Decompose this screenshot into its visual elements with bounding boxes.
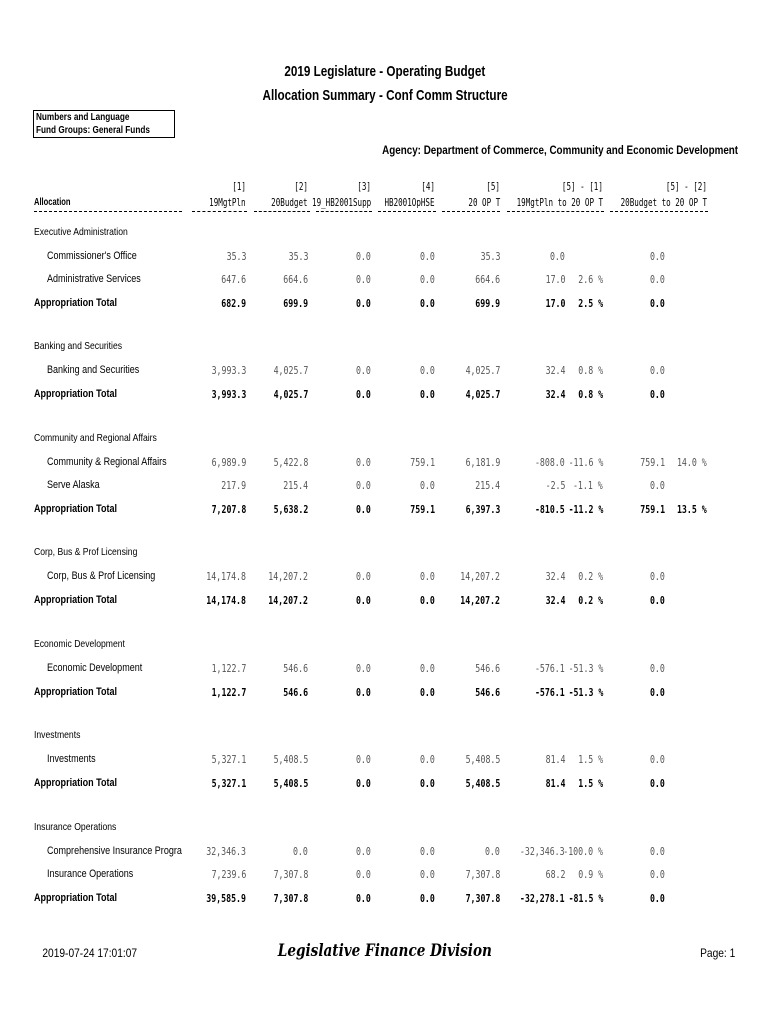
report-title: 2019 Legislature - Operating Budget <box>284 63 486 80</box>
col-pct-19mgtpln: 0.2 % <box>578 570 603 583</box>
col-20budget: 5,638.2 <box>273 503 308 516</box>
table-row <box>0 570 770 584</box>
col-20-op-t: 0.0 <box>485 845 500 858</box>
table-row <box>0 845 770 859</box>
col-pct-19mgtpln: -51.3 % <box>568 686 603 699</box>
section-heading: Corp, Bus & Prof Licensing <box>34 546 138 558</box>
col-hb2001ophse: 759.1 <box>410 503 435 516</box>
col-diff-19mgtpln: 17.0 <box>545 297 565 310</box>
total-label: Appropriation Total <box>34 777 118 789</box>
col-20budget: 664.6 <box>283 273 308 286</box>
allocation-label: Administrative Services <box>47 273 141 285</box>
col-hb2001ophse: 759.1 <box>410 456 435 469</box>
col-19-hb2001supp: 0.0 <box>356 479 371 492</box>
section-heading: Economic Development <box>34 638 125 650</box>
col-19mgtpln: 6,989.9 <box>211 456 246 469</box>
col-20budget: 5,408.5 <box>273 753 308 766</box>
fund-box-line1: Numbers and Language <box>36 112 130 123</box>
total-label: Appropriation Total <box>34 503 118 515</box>
col-pct-19mgtpln: 2.5 % <box>578 297 603 310</box>
col-20-op-t: 14,207.2 <box>460 570 500 583</box>
header-rule <box>192 211 247 212</box>
col-19mgtpln: 682.9 <box>221 297 246 310</box>
col-diff-20budget: 0.0 <box>650 868 665 881</box>
col-hb2001ophse: 0.0 <box>420 250 435 263</box>
col-19-hb2001supp: 0.0 <box>356 662 371 675</box>
section-heading: Community and Regional Affairs <box>34 432 157 444</box>
col-diff-19mgtpln: -810.5 <box>535 503 565 516</box>
col-hb2001ophse: 0.0 <box>420 892 435 905</box>
col-diff-20budget: 0.0 <box>650 892 665 905</box>
col-pct-20budget: 13.5 % <box>677 503 707 516</box>
header-c6-index: [5] - [1] <box>562 181 603 193</box>
col-pct-19mgtpln: -11.6 % <box>568 456 603 469</box>
col-diff-20budget: 0.0 <box>650 662 665 675</box>
col-19-hb2001supp: 0.0 <box>356 686 371 699</box>
col-pct-19mgtpln: 0.8 % <box>578 364 603 377</box>
col-diff-19mgtpln: 32.4 <box>545 570 565 583</box>
col-19-hb2001supp: 0.0 <box>356 753 371 766</box>
col-pct-19mgtpln: 0.2 % <box>578 594 603 607</box>
header-c3-index: [3] <box>357 181 371 193</box>
section-heading: Investments <box>34 729 81 741</box>
total-label: Appropriation Total <box>34 686 118 698</box>
col-19mgtpln: 14,174.8 <box>206 570 246 583</box>
fund-box-line2: Fund Groups: General Funds <box>36 125 150 136</box>
col-19-hb2001supp: 0.0 <box>356 364 371 377</box>
table-row <box>0 273 770 287</box>
col-hb2001ophse: 0.0 <box>420 594 435 607</box>
col-diff-19mgtpln: 68.2 <box>545 868 565 881</box>
col-hb2001ophse: 0.0 <box>420 570 435 583</box>
col-20budget: 215.4 <box>283 479 308 492</box>
col-19mgtpln: 14,174.8 <box>206 594 246 607</box>
allocation-label: Insurance Operations <box>47 868 134 880</box>
col-20-op-t: 7,307.8 <box>465 868 500 881</box>
col-20-op-t: 4,025.7 <box>465 388 500 401</box>
appropriation-total-row <box>0 503 770 517</box>
col-pct-19mgtpln: 0.9 % <box>578 868 603 881</box>
col-diff-19mgtpln: 81.4 <box>545 777 565 790</box>
header-rule <box>507 211 604 212</box>
col-pct-19mgtpln: -81.5 % <box>568 892 603 905</box>
col-20-op-t: 7,307.8 <box>465 892 500 905</box>
col-20budget: 7,307.8 <box>273 892 308 905</box>
col-20-op-t: 546.6 <box>475 662 500 675</box>
print-timestamp: 2019-07-24 17:01:07 <box>42 946 138 960</box>
col-19mgtpln: 3,993.3 <box>211 364 246 377</box>
col-19-hb2001supp: 0.0 <box>356 250 371 263</box>
appropriation-total-row <box>0 297 770 311</box>
allocation-label: Banking and Securities <box>47 364 140 376</box>
col-diff-19mgtpln: -32,278.1 <box>520 892 565 905</box>
col-20budget: 14,207.2 <box>268 594 308 607</box>
section-heading: Executive Administration <box>34 226 128 238</box>
col-diff-20budget: 0.0 <box>650 777 665 790</box>
total-label: Appropriation Total <box>34 388 118 400</box>
header-c4-index: [4] <box>421 181 435 193</box>
col-pct-19mgtpln: 1.5 % <box>578 753 603 766</box>
col-20budget: 4,025.7 <box>273 388 308 401</box>
col-19mgtpln: 5,327.1 <box>211 777 246 790</box>
header-c2-label: 20Budget <box>271 197 308 209</box>
col-diff-19mgtpln: 32.4 <box>545 364 565 377</box>
table-row <box>0 364 770 378</box>
col-hb2001ophse: 0.0 <box>420 777 435 790</box>
header-c1-label: 19MgtPln <box>209 197 246 209</box>
col-diff-19mgtpln: -32,346.3 <box>520 845 565 858</box>
col-19-hb2001supp: 0.0 <box>356 570 371 583</box>
appropriation-total-row <box>0 777 770 791</box>
fund-groups-box <box>33 110 175 138</box>
col-20-op-t: 699.9 <box>475 297 500 310</box>
col-diff-20budget: 0.0 <box>650 297 665 310</box>
agency-name: Agency: Department of Commerce, Community and Economic Development <box>382 143 738 157</box>
col-hb2001ophse: 0.0 <box>420 686 435 699</box>
col-19mgtpln: 1,122.7 <box>211 662 246 675</box>
col-19-hb2001supp: 0.0 <box>356 273 371 286</box>
col-hb2001ophse: 0.0 <box>420 868 435 881</box>
col-hb2001ophse: 0.0 <box>420 662 435 675</box>
allocation-label: Economic Development <box>47 662 143 674</box>
col-diff-20budget: 759.1 <box>640 456 665 469</box>
header-c7-index: [5] - [2] <box>666 181 707 193</box>
table-row <box>0 753 770 767</box>
col-19mgtpln: 5,327.1 <box>211 753 246 766</box>
col-19mgtpln: 32,346.3 <box>206 845 246 858</box>
col-diff-20budget: 759.1 <box>640 503 665 516</box>
col-diff-19mgtpln: -808.0 <box>535 456 565 469</box>
header-rule <box>442 211 500 212</box>
col-diff-19mgtpln: 81.4 <box>545 753 565 766</box>
total-label: Appropriation Total <box>34 297 118 309</box>
col-diff-20budget: 0.0 <box>650 686 665 699</box>
col-20budget: 4,025.7 <box>273 364 308 377</box>
allocation-label: Comprehensive Insurance Progra <box>47 845 182 857</box>
col-19mgtpln: 7,239.6 <box>211 868 246 881</box>
col-19-hb2001supp: 0.0 <box>356 892 371 905</box>
allocation-label: Commissioner's Office <box>47 250 137 262</box>
col-diff-20budget: 0.0 <box>650 845 665 858</box>
col-19mgtpln: 3,993.3 <box>211 388 246 401</box>
col-diff-20budget: 0.0 <box>650 273 665 286</box>
col-diff-19mgtpln: 32.4 <box>545 388 565 401</box>
col-19mgtpln: 7,207.8 <box>211 503 246 516</box>
table-row <box>0 479 770 493</box>
header-c3-label: 19_HB2001Supp <box>311 197 371 209</box>
col-19mgtpln: 217.9 <box>221 479 246 492</box>
section-heading: Insurance Operations <box>34 821 117 833</box>
col-20-op-t: 6,181.9 <box>465 456 500 469</box>
col-20-op-t: 4,025.7 <box>465 364 500 377</box>
header-c4-label: HB2001OpHSE <box>384 197 435 209</box>
col-diff-20budget: 0.0 <box>650 250 665 263</box>
col-pct-19mgtpln: 1.5 % <box>578 777 603 790</box>
header-rule <box>378 211 436 212</box>
col-20budget: 14,207.2 <box>268 570 308 583</box>
col-20-op-t: 14,207.2 <box>460 594 500 607</box>
col-diff-19mgtpln: 0.0 <box>550 250 565 263</box>
col-20-op-t: 35.3 <box>480 250 500 263</box>
col-20-op-t: 6,397.3 <box>465 503 500 516</box>
page-number: Page: 1 <box>699 946 735 960</box>
header-c5-label: 20 OP T <box>468 197 500 209</box>
col-20-op-t: 5,408.5 <box>465 753 500 766</box>
col-20budget: 0.0 <box>293 845 308 858</box>
header-rule <box>316 211 372 212</box>
allocation-label: Corp, Bus & Prof Licensing <box>47 570 156 582</box>
section-heading: Banking and Securities <box>34 340 123 352</box>
header-rule <box>610 211 708 212</box>
col-20budget: 5,422.8 <box>273 456 308 469</box>
col-20budget: 35.3 <box>288 250 308 263</box>
col-19mgtpln: 35.3 <box>226 250 246 263</box>
col-hb2001ophse: 0.0 <box>420 297 435 310</box>
total-label: Appropriation Total <box>34 892 118 904</box>
col-20-op-t: 546.6 <box>475 686 500 699</box>
col-19-hb2001supp: 0.0 <box>356 777 371 790</box>
header-c1-index: [1] <box>232 181 246 193</box>
col-pct-19mgtpln: -11.2 % <box>568 503 603 516</box>
allocation-label: Serve Alaska <box>47 479 100 491</box>
col-diff-20budget: 0.0 <box>650 753 665 766</box>
col-pct-19mgtpln: -100.0 % <box>563 845 603 858</box>
col-pct-19mgtpln: -1.1 % <box>573 479 603 492</box>
col-20-op-t: 5,408.5 <box>465 777 500 790</box>
col-diff-20budget: 0.0 <box>650 570 665 583</box>
col-diff-20budget: 0.0 <box>650 364 665 377</box>
col-20-op-t: 664.6 <box>475 273 500 286</box>
col-diff-19mgtpln: 17.0 <box>545 273 565 286</box>
col-diff-19mgtpln: 32.4 <box>545 594 565 607</box>
header-rule <box>34 211 182 212</box>
col-pct-19mgtpln: 2.6 % <box>578 273 603 286</box>
report-subtitle: Allocation Summary - Conf Comm Structure <box>262 87 508 104</box>
col-19mgtpln: 647.6 <box>221 273 246 286</box>
col-pct-19mgtpln: -51.3 % <box>568 662 603 675</box>
col-20budget: 699.9 <box>283 297 308 310</box>
header-c5-index: [5] <box>486 181 500 193</box>
col-hb2001ophse: 0.0 <box>420 273 435 286</box>
table-row <box>0 456 770 470</box>
col-20budget: 7,307.8 <box>273 868 308 881</box>
col-pct-19mgtpln: 0.8 % <box>578 388 603 401</box>
col-19mgtpln: 39,585.9 <box>206 892 246 905</box>
allocation-label: Community & Regional Affairs <box>47 456 167 468</box>
col-diff-20budget: 0.0 <box>650 479 665 492</box>
col-diff-19mgtpln: -576.1 <box>535 662 565 675</box>
appropriation-total-row <box>0 892 770 906</box>
col-diff-20budget: 0.0 <box>650 594 665 607</box>
col-19-hb2001supp: 0.0 <box>356 297 371 310</box>
col-19mgtpln: 1,122.7 <box>211 686 246 699</box>
header-c2-index: [2] <box>294 181 308 193</box>
appropriation-total-row <box>0 686 770 700</box>
table-row <box>0 250 770 264</box>
table-row <box>0 868 770 882</box>
col-hb2001ophse: 0.0 <box>420 845 435 858</box>
col-hb2001ophse: 0.0 <box>420 364 435 377</box>
appropriation-total-row <box>0 388 770 402</box>
col-19-hb2001supp: 0.0 <box>356 868 371 881</box>
col-20budget: 546.6 <box>283 686 308 699</box>
total-label: Appropriation Total <box>34 594 118 606</box>
col-pct-20budget: 14.0 % <box>677 456 707 469</box>
col-hb2001ophse: 0.0 <box>420 479 435 492</box>
col-diff-19mgtpln: -576.1 <box>535 686 565 699</box>
col-hb2001ophse: 0.0 <box>420 388 435 401</box>
table-row <box>0 662 770 676</box>
col-19-hb2001supp: 0.0 <box>356 594 371 607</box>
col-20budget: 546.6 <box>283 662 308 675</box>
header-allocation: Allocation <box>34 196 71 208</box>
col-20-op-t: 215.4 <box>475 479 500 492</box>
header-rule <box>254 211 310 212</box>
col-diff-20budget: 0.0 <box>650 388 665 401</box>
appropriation-total-row <box>0 594 770 608</box>
col-19-hb2001supp: 0.0 <box>356 503 371 516</box>
col-19-hb2001supp: 0.0 <box>356 845 371 858</box>
col-diff-19mgtpln: -2.5 <box>545 479 565 492</box>
allocation-label: Investments <box>47 753 96 765</box>
header-c6-label: 19MgtPln to 20 OP T <box>516 197 603 209</box>
division-name: Legislative Finance Division <box>277 941 493 961</box>
col-hb2001ophse: 0.0 <box>420 753 435 766</box>
header-c7-label: 20Budget to 20 OP T <box>620 197 707 209</box>
col-19-hb2001supp: 0.0 <box>356 456 371 469</box>
col-19-hb2001supp: 0.0 <box>356 388 371 401</box>
col-20budget: 5,408.5 <box>273 777 308 790</box>
